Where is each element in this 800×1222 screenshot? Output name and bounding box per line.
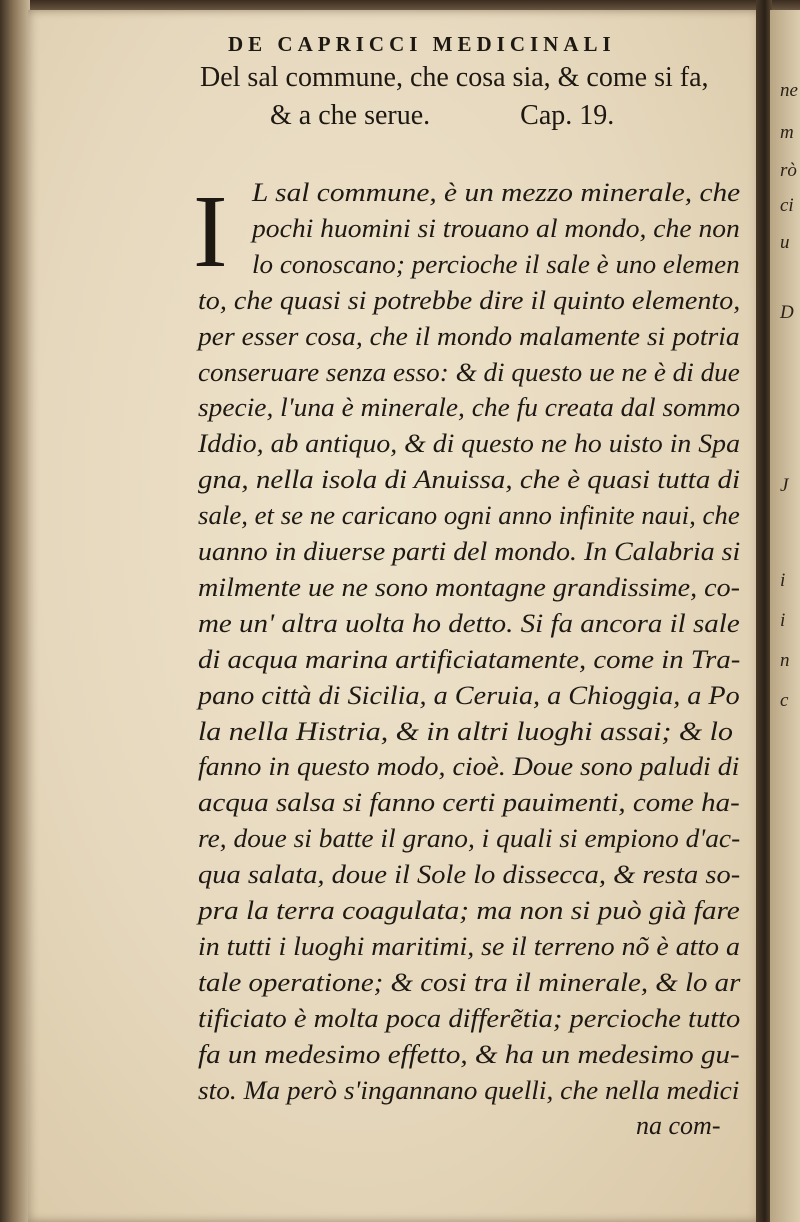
- next-page-fragment: u: [780, 232, 790, 253]
- body-line: lo conoscano; percioche il sale è uno elemen: [252, 249, 740, 279]
- body-line: uanno in diuerse parti del mondo. In Calabria si: [198, 537, 741, 566]
- body-line: sale, et se ne caricano ogni anno infinite naui, che: [198, 501, 740, 531]
- chapter-title-line-2: [270, 100, 614, 132]
- body-line: to, che quasi si potrebbe dire il quinto elemento,: [198, 285, 741, 315]
- body-line: la nella Histria, & in altri luoghi assai; & lo: [198, 716, 733, 746]
- running-head: DE CAPRICCI MEDICINALI: [228, 32, 616, 56]
- chapter-number: Cap. 19.: [520, 100, 615, 131]
- chapter-title-text: & a che serue.: [270, 100, 431, 131]
- body-line: per esser cosa, che il mondo malamente si potria: [198, 321, 740, 351]
- body-line: re, doue si batte il grano, i quali si empiono d'ac-: [198, 824, 741, 854]
- page-left-edge: [0, 0, 30, 1222]
- body-line: di acqua marina artificiatamente, come in Tra-: [198, 644, 741, 674]
- body-line: milmente ue ne sono montagne grandissime, co-: [198, 572, 741, 602]
- body-line: pochi huomini si trouano al mondo, che non: [252, 213, 740, 243]
- next-page-fragment: D: [780, 302, 794, 323]
- chapter-title-line-1: Del sal commune, che cosa sia, & come si fa,: [200, 62, 709, 93]
- body-line: me un' altra uolta ho detto. Si fa ancora il sale: [198, 608, 740, 638]
- body-line: fanno in questo modo, cioè. Doue sono paludi di: [198, 752, 740, 782]
- body-line: L sal commune, è un mezzo minerale, che: [252, 178, 741, 207]
- body-line: sto. Ma però s'ingannano quelli, che nella medici: [198, 1075, 740, 1105]
- next-page-fragment: i: [780, 610, 786, 631]
- next-page-fragment: J: [780, 475, 789, 496]
- body-line: acqua salsa si fanno certi pauimenti, come ha-: [198, 788, 740, 818]
- next-page-edge: [770, 10, 800, 1222]
- body-line: pano città di Sicilia, a Ceruia, a Chioggia, a Po: [198, 680, 740, 710]
- body-line: tificiato è molta poca differẽtia; percioche tutto: [198, 1003, 741, 1033]
- drop-cap: I: [193, 174, 228, 289]
- body-line: gna, nella isola di Anuissa, che è quasi tutta di: [198, 465, 741, 495]
- next-page-fragment: m: [780, 122, 794, 143]
- body-line: specie, l'una è minerale, che fu creata dal sommo: [198, 393, 741, 423]
- next-page-fragment: i: [780, 570, 786, 591]
- body-line: qua salata, doue il Sole lo dissecca, & resta so-: [198, 860, 741, 890]
- body-line: na com-: [636, 1111, 721, 1141]
- body-line: pra la terra coagulata; ma non si può già fare: [198, 896, 740, 925]
- body-line: conseruare senza esso: & di questo ue ne è di due: [198, 357, 740, 387]
- body-line: in tutti i luoghi maritimi, se il terreno nõ è atto a: [198, 931, 740, 961]
- body-line: tale operatione; & cosi tra il minerale, & lo ar: [198, 967, 741, 997]
- body-line: Iddio, ab antiquo, & di questo ne ho uisto in Spa: [198, 429, 740, 459]
- next-page-fragment: ci: [780, 195, 794, 216]
- next-page-fragment: ne: [780, 80, 798, 101]
- next-page-fragment: c: [780, 690, 789, 711]
- body-line: fa un medesimo effetto, & ha un medesimo gu-: [198, 1039, 740, 1069]
- next-page-fragment: n: [780, 650, 790, 671]
- next-page-fragment: rò: [780, 160, 797, 181]
